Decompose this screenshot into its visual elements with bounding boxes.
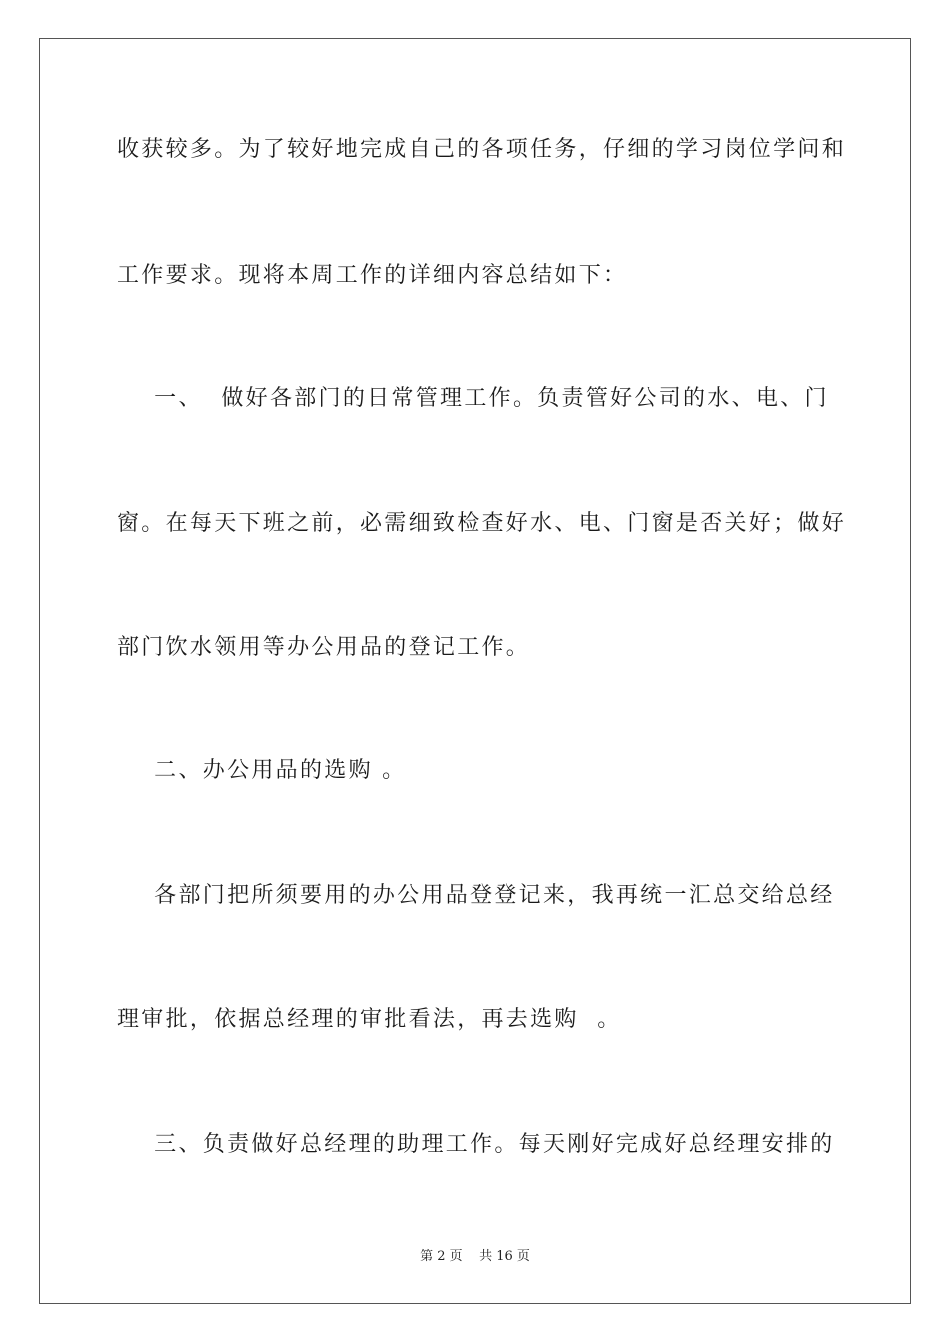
page-frame	[39, 38, 911, 1304]
paragraph-line: 工作要求。现将本周工作的详细内容总结如下：	[117, 263, 628, 288]
paragraph-line: 三、负责做好总经理的助理工作。每天刚好完成好总经理安排的	[117, 1132, 835, 1157]
paragraph-line: 一、 做好各部门的日常管理工作。负责管好公司的水、电、门	[117, 386, 829, 411]
paragraph-line: 收获较多。为了较好地完成自己的各项任务，仔细的学习岗位学问和	[117, 137, 847, 162]
paragraph-line: 部门饮水领用等办公用品的登记工作。	[117, 635, 531, 660]
paragraph-line: 窗。在每天下班之前，必需细致检查好水、电、门窗是否关好；做好	[117, 511, 847, 536]
paragraph-line: 理审批，依据总经理的审批看法，再去选购 。	[117, 1007, 622, 1032]
paragraph-line: 各部门把所须要用的办公用品登登记来，我再统一汇总交给总经	[117, 883, 835, 908]
page-number-footer: 第 2 页 共 16 页	[420, 1249, 530, 1264]
paragraph-line: 二、办公用品的选购 。	[117, 758, 407, 783]
